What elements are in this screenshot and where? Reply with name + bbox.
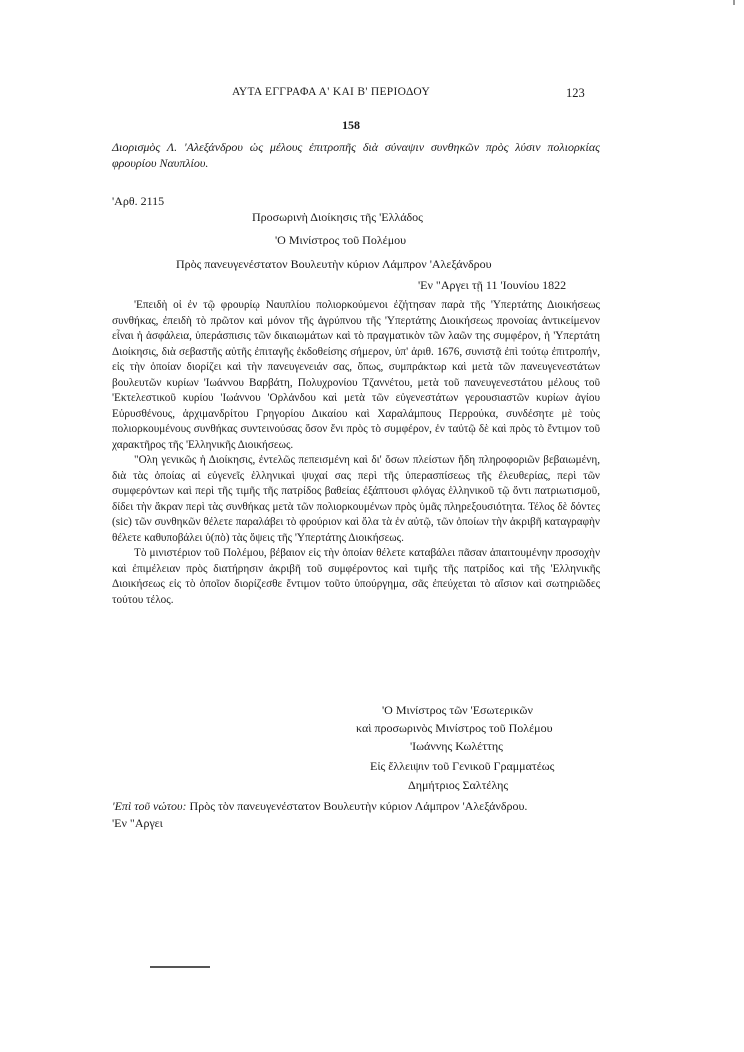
heading-minister: 'Ο Μινίστρος τοῦ Πολέμου: [275, 233, 407, 247]
verso-place: 'Εν "Αργει: [112, 816, 163, 830]
document-summary: Διορισμὸς Λ. 'Αλεξάνδρου ὡς μέλους ἐπιτροπῆς διὰ σύναψιν συνθηκῶν πρὸς λύσιν πολιορκίας φρουρίου Ναυπλίου.: [112, 140, 600, 170]
signature-title-line: καὶ προσωρινὸς Μινίστρος τοῦ Πολέμου: [356, 721, 553, 735]
footer-rule: [150, 966, 210, 968]
running-head: ΑΥΤΑ ΕΓΓΡΑΦΑ Α' ΚΑΙ Β' ΠΕΡΙΟΔΟΥ: [232, 86, 431, 98]
signature-title-line: 'Ο Μινίστρος τῶν 'Εσωτερικῶν: [382, 703, 533, 717]
document-number: 158: [342, 118, 360, 132]
verso-note: [112, 798, 612, 832]
archive-number: 'Αρθ. 2115: [112, 194, 165, 208]
signature-title-line: Εἰς ἔλλειψιν τοῦ Γενικοῦ Γραμματέως: [370, 759, 555, 773]
heading-addressee: Πρὸς πανευγενέστατον Βουλευτὴν κύριον Λάμπρον 'Αλεξάνδρου: [176, 257, 492, 271]
paragraph: 'Επειδὴ οἱ ἐν τῷ φρουρίῳ Ναυπλίου πολιορκούμενοι ἐζήτησαν παρὰ τῆς 'Υπερτάτης Διοικήσεως συνθήκας, ἐπειδὴ τὸ πρῶτον καὶ μόνον τῆς ἀγρύπνου τῆς 'Υπερτάτης Διοικήσεως προνοίας ἀντικείμενον εἶναι ἡ ἀσφάλεια, ὑπεράσπισις τῶν δικαιωμάτων καὶ τὸ πραγματικὸν τῶν λαῶν της συμφέρον, ἡ 'Υπερτάτη Διοίκησις, διὰ σεβαστῆς αὐτῆς ἐπιταγῆς ἐκδοθείσης σήμερον, ὑπ' ἀριθ. 1676, συνιστᾷ ἐπὶ τούτῳ ἐπιτροπήν, εἰς τὴν ὁποίαν διορίζει καὶ τὴν πανευγενειάν σας, ὅπως, συμπράκτωρ καὶ μετὰ τῶν πανευγενεστάτων βουλευτῶν κυρίων 'Ιωάννου Βαρβάτη, Πολυχρονίου Τζαννέτου, μετὰ τοῦ πανευγενεστάτου μέλους τοῦ 'Εκτελεστικοῦ κυρίου 'Ιωάννου 'Ορλάνδου καὶ μετὰ τῶν εὐγενεστάτων γερουσιαστῶν κυρίων ἁγίου Εὐρυσθένους, ἀρχιμανδρίτου Γρηγορίου Δικαίου καὶ Χαραλάμπους Περρούκα, συνδέσητε μὲ τοὺς πολιορκουμένους συνθήκας συντεινούσας ὅσον ἕνι πρὸς τὸ συμφέρον, ἐν ταὐτῷ δὲ καὶ πρὸς τὸ ἔντιμον τοῦ χαρακτῆρος τῆς 'Ελληνικῆς Διοικήσεως.: [112, 299, 600, 451]
paragraph: Τὸ μινιστέριον τοῦ Πολέμου, βέβαιον εἰς τὴν ὁποίαν θέλετε καταβάλει πᾶσαν ἀπαιτουμένην προσοχὴν καὶ ἐπιμέλειαν πρὸς διατήρησιν ἀκριβῆ τοῦ συμφέροντος καὶ τιμῆς τῆς πατρίδος καὶ τῆς 'Ελληνικῆς Διοικήσεως εἰς τὸ ὁποῖον διορίζεσθε ἔντιμον τοῦτο ὑπούργημα, σᾶς ἐπεύχεται τὸ αἴσιον καὶ σωτηριῶδες τούτου τέλος.: [112, 547, 600, 606]
letter-body: [112, 298, 600, 608]
date-line: 'Εν "Αργει τῇ 11 'Ιουνίου 1822: [418, 278, 567, 292]
heading-government: Προσωρινὴ Διοίκησις τῆς 'Ελλάδος: [252, 210, 423, 224]
page-number: 123: [566, 86, 585, 100]
signature-name: 'Ιωάννης Κωλέττης: [410, 739, 503, 753]
verso-label: 'Επὶ τοῦ νώτου:: [112, 799, 187, 813]
paragraph: "Ολη γενικῶς ἡ Διοίκησις, ἐντελῶς πεπεισμένη καὶ δι' ὅσων πλείστων ἤδη πληροφοριῶν βεβαιωμένη, διὰ τὰς ὁποίας αἱ εὐγενεῖς ἑλληνικαὶ ψυχαί σας περὶ τῆς ὑπερασπίσεως τῆς ἐλευθερίας, περὶ τῶν συμφερόντων καὶ περὶ τῆς τιμῆς τῆς πατρίδος βαθείας ἐξάπτουσι φλόγας ἑλληνικοῦ τῷ ὄντι πατριωτισμοῦ, δίδει τὴν ἄκραν περὶ τὰς συνθήκας μετὰ τῶν πολιορκουμένων πρὸς ὑμᾶς πληρεξουσιότητα. Τέλος δὲ δόντες (sic) τῶν συνθηκῶν θέλετε παραλάβει τὸ φρούριον καὶ ὅλα τὰ ἐν αὐτῷ, τῶν ὁποίων τὴν ἀκριβῆ καταγραφὴν θέλετε καθυποβάλει ὑ(πὸ) τὰς ὄψεις τῆς 'Υπερτάτης Διοικήσεως.: [112, 454, 600, 544]
verso-text: Πρὸς τὸν πανευγενέστατον Βουλευτὴν κύριον Λάμπρον 'Αλεξάνδρου.: [189, 799, 528, 813]
signature-name: Δημήτριος Σαλτέλης: [408, 778, 509, 792]
corner-mark: [733, 0, 735, 5]
